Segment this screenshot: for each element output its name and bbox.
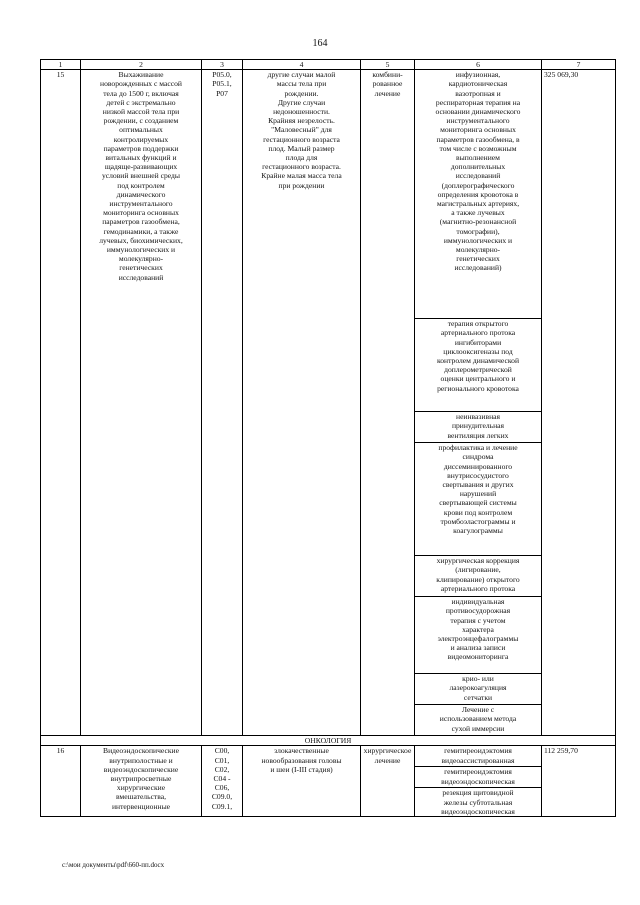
treatment-type: хирургическое лечение bbox=[361, 746, 415, 817]
table-row bbox=[41, 746, 616, 767]
icd-codes: P05.0, P05.1, P07 bbox=[202, 70, 243, 736]
patient-model: другие случаи малой массы тела при рождении. Другие случаи недоношенности. Крайняя незрелость. "Маловесный" для гестационного возраста плод. Малый размер плода для гестационного возраста. Крайне малая масса тела при рождении bbox=[243, 70, 361, 736]
row-number: 16 bbox=[41, 746, 81, 817]
page-number: 164 bbox=[312, 38, 328, 49]
treatment-method: резекция щитовидной железы субтотальная видеоэндоскопическая bbox=[415, 788, 542, 817]
header-row bbox=[41, 60, 616, 70]
treatment-type: комбини- рованное лечение bbox=[361, 70, 415, 736]
section-row bbox=[41, 736, 616, 746]
treatment-method: инфузионная, кардиотоническая вазотропная и респираторная терапия на основании динамического инструментального мониторинга основных параметров газообмена, в том числе с возможным выполнением дополнительных исследований (доплерографического определения кровотока в магистральных артериях, а также лучевых (магнитно-резонансной томографии), иммунологических и молекулярно- генетических исследований) bbox=[415, 70, 542, 319]
header-col-6: 6 bbox=[415, 60, 542, 70]
treatment-method: Лечение с использованием метода сухой иммерсии bbox=[415, 705, 542, 736]
file-path-footer: c:\мои документы\pdf\660-пп.docx bbox=[62, 861, 165, 869]
patient-model: злокачественные новообразования головы и шеи (I-III стадия) bbox=[243, 746, 361, 817]
header-col-2: 2 bbox=[81, 60, 202, 70]
header-col-4: 4 bbox=[243, 60, 361, 70]
header-col-5: 5 bbox=[361, 60, 415, 70]
services-table bbox=[40, 59, 616, 817]
treatment-method: неинвазивная принудительная вентиляция легких bbox=[415, 412, 542, 443]
header-col-7: 7 bbox=[542, 60, 616, 70]
header-col-1: 1 bbox=[41, 60, 81, 70]
treatment-method: гемитиреоидэктомия видеоассистированная bbox=[415, 746, 542, 767]
header-col-3: 3 bbox=[202, 60, 243, 70]
cost-value: 112 259,70 bbox=[542, 746, 616, 817]
care-type-name: Видеоэндоскопические внутриполостные и видеоэндоскопические внутрипросветные хирургические вмешательства, интервенционные bbox=[81, 746, 202, 817]
treatment-method: индивидуальная противосудорожная терапия с учетом характера электроэнцефалограммы и анализа записи видеомониторинга bbox=[415, 597, 542, 674]
treatment-method: хирургическая коррекция (лигирование, клипирование) открытого артериального протока bbox=[415, 556, 542, 597]
section-title: ОНКОЛОГИЯ bbox=[41, 736, 616, 746]
cost-value: 325 069,30 bbox=[542, 70, 616, 736]
treatment-method: крио- или лазерокоагуляция сетчатки bbox=[415, 674, 542, 705]
treatment-method: гемитиреоидэктомия видеоэндоскопическая bbox=[415, 767, 542, 788]
icd-codes: C00, C01, C02, C04 - C06, C09.0, C09.1, bbox=[202, 746, 243, 817]
row-number: 15 bbox=[41, 70, 81, 736]
treatment-method: терапия открытого артериального протока ингибиторами циклооксигеназы под контролем динамической доплерометрической оценки центрального и регионального кровотока bbox=[415, 319, 542, 412]
treatment-method: профилактика и лечение синдрома диссеминированного внутрисосудистого свертывания и других нарушений свертывающей системы крови под контролем тромбоэластограммы и коагулограммы bbox=[415, 443, 542, 556]
care-type-name: Выхаживание новорожденных с массой тела до 1500 г, включая детей с экстремально низкой массой тела при рождении, с созданием оптимальных контролируемых параметров поддержки витальных функций и щадяще-развивающих условий внешней среды под контролем динамического инструментального мониторинга основных параметров газообмена, гемодинамики, а также лучевых, биохимических, иммунологических и молекулярно- генетических исследований bbox=[81, 70, 202, 736]
table-row bbox=[41, 70, 616, 319]
